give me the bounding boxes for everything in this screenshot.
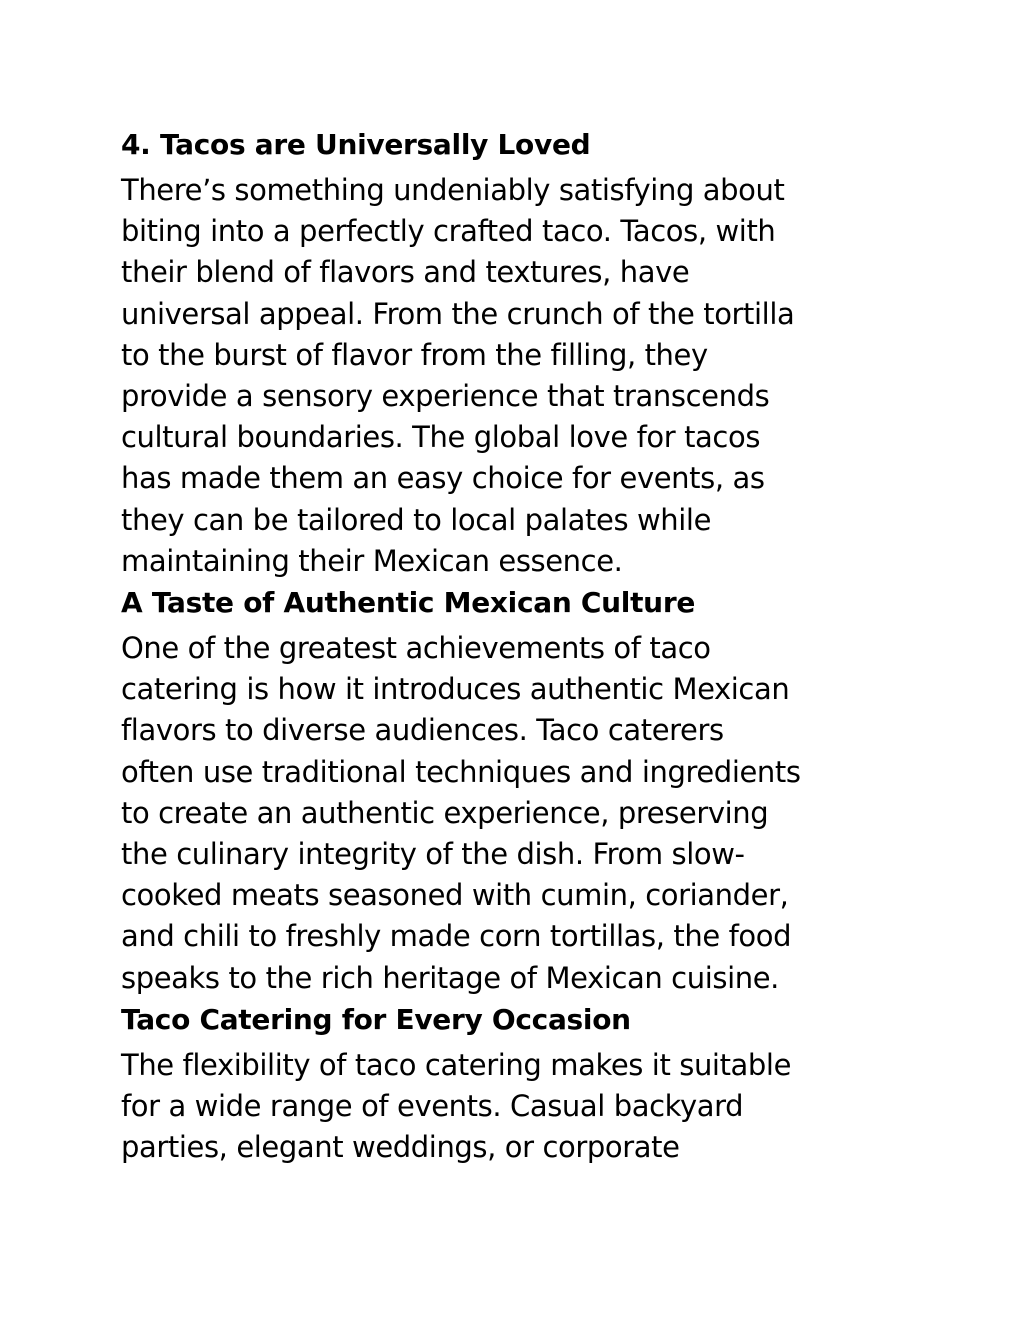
paragraph-line: speaks to the rich heritage of Mexican cuisine. xyxy=(121,960,779,995)
paragraph-line: catering is how it introduces authentic Mexican xyxy=(121,672,790,707)
paragraph-line: they can be tailored to local palates while xyxy=(121,502,712,537)
document-page xyxy=(121,124,921,1168)
section-heading: A Taste of Authentic Mexican Culture xyxy=(121,586,696,620)
paragraph-line: for a wide range of events. Casual backyard xyxy=(121,1089,744,1124)
section-authentic-mexican-culture xyxy=(121,582,921,999)
paragraph-line: provide a sensory experience that transcends xyxy=(121,379,770,414)
paragraph-line: to create an authentic experience, preserving xyxy=(121,795,769,830)
section-heading: 4. Tacos are Universally Loved xyxy=(121,128,591,161)
paragraph-line: cooked meats seasoned with cumin, coriander, xyxy=(121,878,789,913)
paragraph-line: their blend of flavors and textures, have xyxy=(121,255,690,290)
section-catering-every-occasion xyxy=(121,999,921,1169)
section-heading: Taco Catering for Every Occasion xyxy=(121,1002,631,1036)
paragraph-line: parties, elegant weddings, or corporate xyxy=(121,1130,680,1165)
paragraph-line: and chili to freshly made corn tortillas, the food xyxy=(121,919,792,954)
paragraph-line: biting into a perfectly crafted taco. Tacos, with xyxy=(121,214,776,249)
paragraph-line: One of the greatest achievements of taco xyxy=(121,631,711,666)
paragraph-line: cultural boundaries. The global love for tacos xyxy=(121,420,761,455)
paragraph-line: often use traditional techniques and ingredients xyxy=(121,754,801,789)
section-tacos-universally-loved xyxy=(121,124,921,582)
paragraph-line: maintaining their Mexican essence. xyxy=(121,543,623,578)
paragraph-line: to the burst of flavor from the filling, they xyxy=(121,337,708,372)
paragraph-line: flavors to diverse audiences. Taco caterers xyxy=(121,713,724,748)
paragraph-line: universal appeal. From the crunch of the tortilla xyxy=(121,296,795,331)
paragraph-line: The flexibility of taco catering makes it suitable xyxy=(121,1047,792,1082)
paragraph-line: has made them an easy choice for events, as xyxy=(121,461,765,496)
paragraph-line: There’s something undeniably satisfying about xyxy=(121,173,785,207)
paragraph-line: the culinary integrity of the dish. From slow- xyxy=(121,837,745,872)
